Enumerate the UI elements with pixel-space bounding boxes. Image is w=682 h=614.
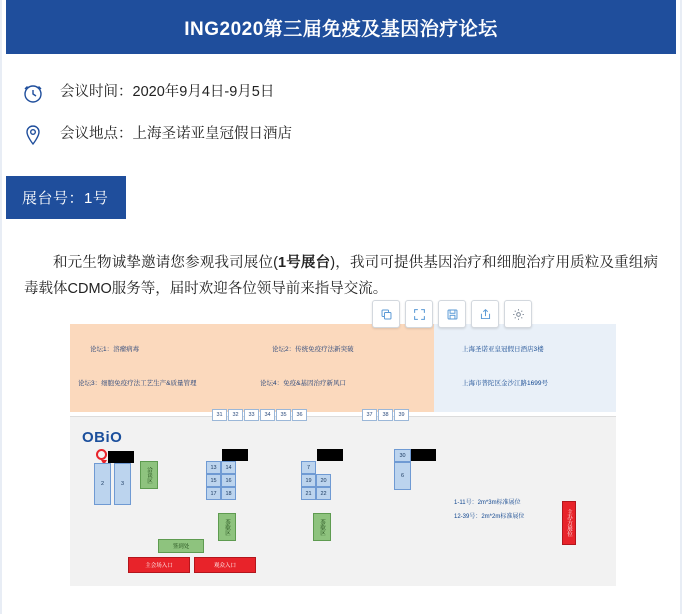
- floorplan-graphic[interactable]: [18, 316, 664, 586]
- copy-icon[interactable]: [372, 300, 400, 328]
- forum-label-3: 论坛3：细胞免疫疗法工艺生产&质量管理: [78, 380, 197, 388]
- booth-20: 20: [316, 474, 331, 487]
- booth-cell: 32: [228, 409, 243, 421]
- booth-cell: 34: [260, 409, 275, 421]
- booth-cell: 39: [394, 409, 409, 421]
- exhibition-hall: [70, 412, 616, 586]
- booth-14: 14: [221, 461, 236, 474]
- booth-7: 7: [301, 461, 316, 474]
- booth-cell: 37: [362, 409, 377, 421]
- clock-icon: [20, 80, 46, 106]
- tea-break-area-1: 茶歇区: [218, 513, 236, 541]
- meeting-time-row: [2, 72, 680, 114]
- audience-entrance: 观众入口: [194, 557, 256, 573]
- image-toolbar[interactable]: [372, 300, 532, 328]
- page-title: ING2020第三届免疫及基因治疗论坛: [184, 18, 498, 40]
- meeting-location-label: 会议地点：上海圣诺亚皇冠假日酒店: [60, 126, 292, 143]
- wall-block: [410, 449, 436, 461]
- booth-cell: 36: [292, 409, 307, 421]
- booth-2: 2: [94, 463, 111, 505]
- main-hall-entrance: 主会场入口: [128, 557, 190, 573]
- booth-cell: 33: [244, 409, 259, 421]
- booth-tag-wrap: [2, 176, 680, 219]
- header-banner: [6, 0, 676, 54]
- organizer-booth: 主办方展位: [562, 501, 576, 545]
- paragraph-part-2: )，我司可提供基因治疗和细胞治疗用质粒及重组病毒载体CDMO服务等，届时欢迎各位领导前来指导交流。: [24, 254, 659, 297]
- info-block: [2, 54, 680, 162]
- obio-logo: OBiO: [82, 429, 123, 447]
- booth-cell: 31: [212, 409, 227, 421]
- share-icon[interactable]: [471, 300, 499, 328]
- venue-line-1: 上海圣诺亚皇冠假日酒店3楼: [462, 346, 544, 354]
- booth-cell: 35: [276, 409, 291, 421]
- tea-break-area-2: 茶歇区: [313, 513, 331, 541]
- wall-block: [222, 449, 248, 461]
- booth-location-marker: [96, 449, 107, 460]
- booth-cell: 38: [378, 409, 393, 421]
- forum-label-2: 论坛2：传统免疫疗法新突破: [272, 346, 354, 354]
- legend-line-1: 1-11号：2m*3m标准展位: [454, 500, 521, 507]
- forum-label-4: 论坛4：免疫&基因治疗新风口: [260, 380, 346, 388]
- booth-16: 16: [221, 474, 236, 487]
- settings-gear-icon[interactable]: [504, 300, 532, 328]
- meeting-location-row: [2, 114, 680, 156]
- booth-number-badge: 展台号：1号: [6, 176, 126, 219]
- venue-col: [434, 324, 616, 412]
- expand-icon[interactable]: [405, 300, 433, 328]
- forum-col-1: [70, 324, 252, 412]
- booth-19: 19: [301, 474, 316, 487]
- invitation-paragraph: [2, 234, 680, 302]
- location-pin-icon: [20, 122, 46, 148]
- forum-label-1: 论坛1：溶瘤病毒: [90, 346, 140, 354]
- wall-block: [317, 449, 343, 461]
- booth-number-strip-left: [212, 409, 308, 421]
- negotiation-area: 洽谈区: [140, 461, 158, 489]
- booth-22: 22: [316, 487, 331, 500]
- booth-6: 6: [394, 462, 411, 490]
- booth-3: 3: [114, 463, 131, 505]
- venue-line-2: 上海市普陀区金沙江路1699号: [462, 380, 548, 388]
- booth-number-strip-right: [362, 409, 410, 421]
- meeting-time-label: 会议时间：2020年9月4日-9月5日: [60, 84, 275, 101]
- save-icon[interactable]: [438, 300, 466, 328]
- booth-13: 13: [206, 461, 221, 474]
- legend-line-2: 12-39号：2m*2m标准展位: [454, 514, 525, 521]
- booth-21: 21: [301, 487, 316, 500]
- wall-block: [108, 451, 134, 463]
- paragraph-bold-booth: 1号展台: [278, 254, 331, 271]
- floorplan-image-area: [18, 316, 664, 586]
- booth-17: 17: [206, 487, 221, 500]
- forum-header-strip: [70, 324, 616, 412]
- registration-area: 签到处: [158, 539, 204, 553]
- booth-18: 18: [221, 487, 236, 500]
- forum-col-2: [252, 324, 434, 412]
- booth-30: 30: [394, 449, 411, 462]
- paragraph-part-1: 和元生物诚挚邀请您参观我司展位(: [53, 254, 278, 271]
- booth-15: 15: [206, 474, 221, 487]
